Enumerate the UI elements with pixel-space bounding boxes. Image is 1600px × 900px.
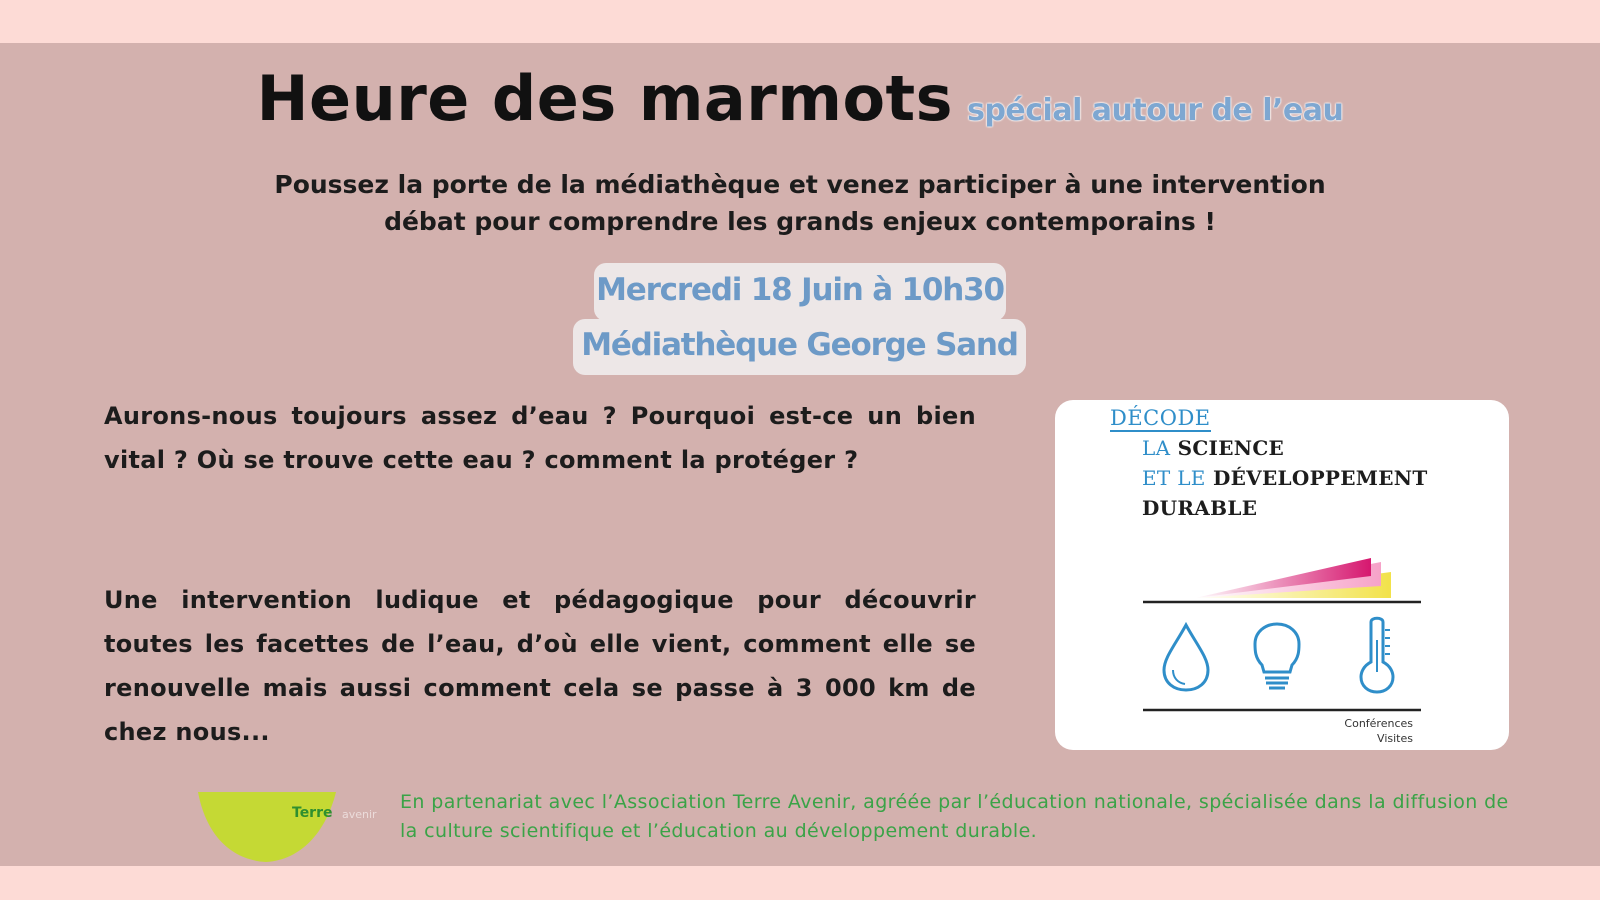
intro-line-2: débat pour comprendre les grands enjeux contemporains ! [384,207,1216,236]
intro-line-1: Poussez la porte de la médiathèque et venez participer à une intervention [274,170,1326,199]
card-footer: Conférences Visites [1344,717,1413,745]
description-paragraph: Une intervention ludique et pédagogique pour découvrir toutes les facettes de l’eau, d’où elle vient, comment elle se renouvelle mais aussi comment cela se passe à 3 000 km de chez nous... [104,586,976,746]
card-decode-label: DÉCODE [1110,406,1211,430]
questions-paragraph: Aurons-nous toujours assez d’eau ? Pourquoi est-ce un bien vital ? Où se trouve cette eau ? comment la protéger ? [104,402,976,474]
card-line-3: DURABLE [1142,496,1258,520]
event-place-badge [573,319,1026,375]
title-row [0,62,1600,135]
partnership-text: En partenariat avec l’Association Terre Avenir, agréée par l’éducation nationale, spécialisée dans la diffusion de la culture scientifique et l’éducation au développement durable. [400,791,1509,842]
logo-label: Terre [292,805,333,821]
event-date-badge [594,263,1006,321]
card-line-2: ET LE DÉVELOPPEMENT [1142,466,1428,490]
decode-science-card [1055,400,1509,750]
event-date: Mercredi 18 Juin à 10h30 [596,272,1004,308]
page-title: Heure des marmots [256,62,954,135]
card-line-1: LA SCIENCE [1142,436,1285,460]
water-drop-icon [1164,625,1208,690]
event-place: Médiathèque George Sand [581,327,1018,363]
terre-avenir-logo [196,790,386,866]
colored-stripes [1195,558,1391,598]
svg-text:avenir: avenir [342,808,377,821]
page-subtitle: spécial autour de l’eau [967,93,1344,128]
intro-text [140,166,1460,240]
lightbulb-icon [1255,624,1299,688]
thermometer-icon [1361,618,1393,692]
